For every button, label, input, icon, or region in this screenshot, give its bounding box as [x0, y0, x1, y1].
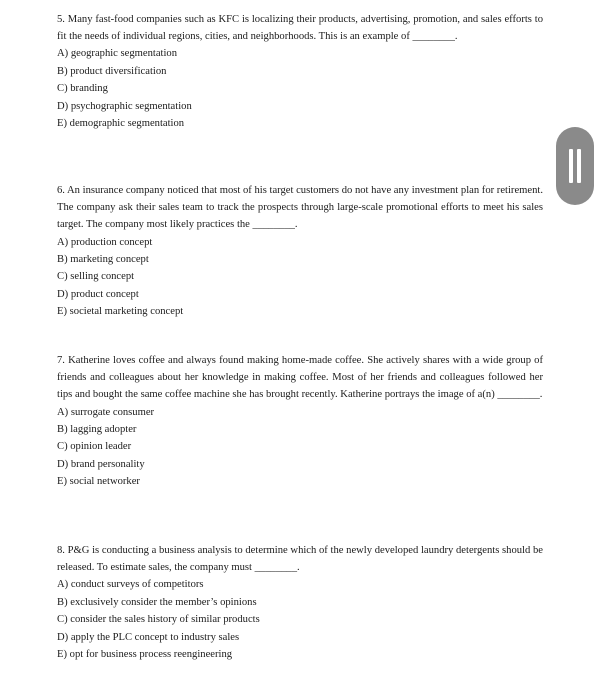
answer-option: C) opinion leader	[57, 441, 132, 453]
answer-option: D) apply the PLC concept to industry sales	[57, 631, 240, 643]
answer-option: A) conduct surveys of competitors	[57, 579, 204, 591]
answer-options	[57, 234, 543, 321]
answer-options	[57, 404, 543, 491]
question-stem: 6. An insurance company noticed that most of his target customers do not have any investment plan for retirement. The company ask their sales team to track the prospects through large-scale promotional efforts to meet his sales target. The company most likely practices the ________.	[57, 185, 543, 231]
question-6	[57, 182, 543, 321]
answer-option: E) opt for business process reengineering	[57, 649, 233, 661]
answer-options	[57, 576, 543, 663]
question-7	[57, 352, 543, 491]
answer-option: B) lagging adopter	[57, 424, 137, 436]
answer-option: B) product diversification	[57, 65, 167, 77]
answer-options	[57, 45, 543, 132]
answer-option: A) surrogate consumer	[57, 406, 155, 418]
answer-option: B) exclusively consider the member’s opinions	[57, 596, 257, 608]
answer-option: E) demographic segmentation	[57, 118, 185, 130]
question-stem: 7. Katherine loves coffee and always found making home-made coffee. She actively shares with a wide group of friends and colleagues about her knowledge in making coffee. Most of her friends and colleagues followed her tips and bought the same coffee machine she has brought recently. Katherine portrays the image of a(n) ________.	[57, 355, 543, 401]
answer-option: D) product concept	[57, 288, 139, 300]
answer-option: A) geographic segmentation	[57, 48, 178, 60]
question-stem: 5. Many fast-food companies such as KFC is localizing their products, advertising, promotion, and sales efforts to fit the needs of individual regions, cities, and neighborhoods. This is an example of ________.	[57, 14, 543, 43]
question-5	[57, 11, 543, 132]
question-stem: 8. P&G is conducting a business analysis to determine which of the newly developed laundry detergents should be released. To estimate sales, the company must ________.	[57, 545, 543, 574]
answer-option: D) psychographic segmentation	[57, 100, 192, 112]
answer-option: E) social networker	[57, 476, 140, 488]
answer-option: C) selling concept	[57, 271, 135, 283]
answer-option: A) production concept	[57, 236, 153, 248]
answer-option: C) consider the sales history of similar products	[57, 614, 260, 626]
question-8	[57, 542, 543, 663]
scroll-handle[interactable]	[556, 127, 594, 205]
pause-grip-icon	[577, 149, 581, 183]
answer-option: B) marketing concept	[57, 254, 149, 266]
pause-grip-icon	[569, 149, 573, 183]
answer-option: E) societal marketing concept	[57, 306, 184, 318]
answer-option: C) branding	[57, 83, 108, 95]
answer-option: D) brand personality	[57, 458, 145, 470]
